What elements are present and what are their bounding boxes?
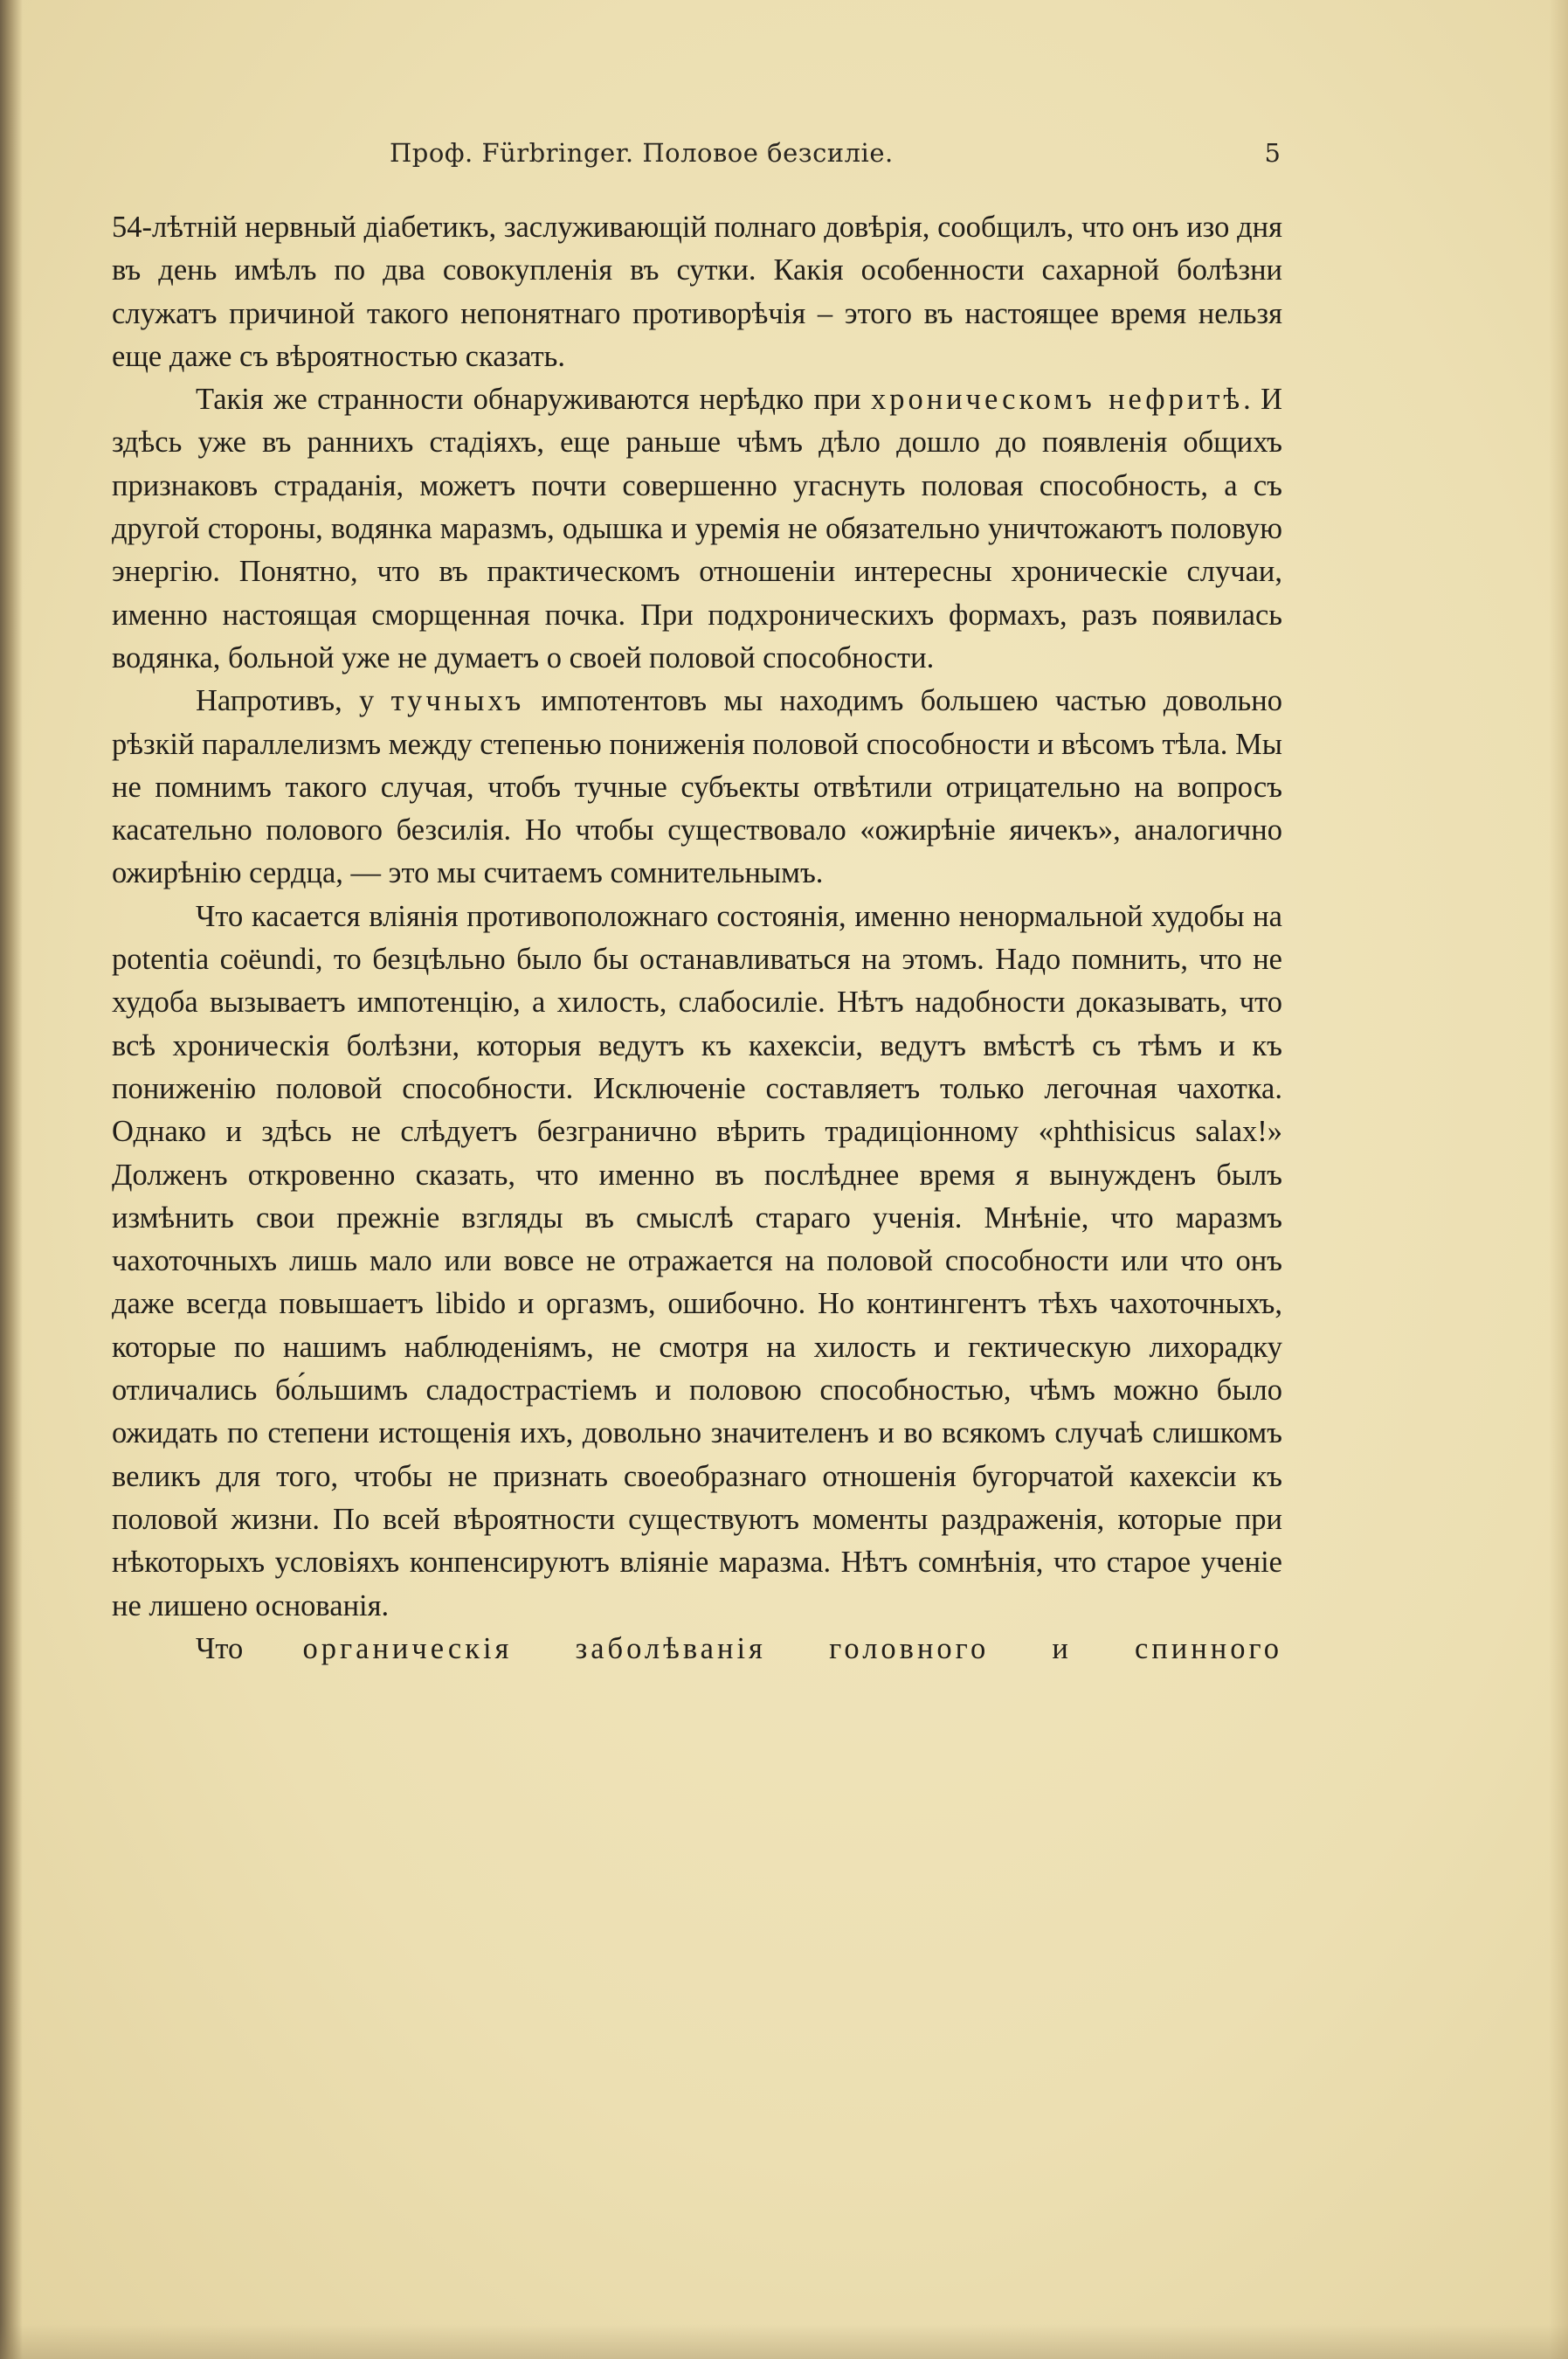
paragraph-5 xyxy=(112,1628,1282,1671)
running-head: Проф. Fürbringer. Половое безсиліе. xyxy=(390,138,894,168)
paragraph-3-text-before: Напротивъ, у xyxy=(196,684,391,718)
paragraph-1 xyxy=(112,206,1282,378)
paragraph-5-text-before: Что xyxy=(196,1631,303,1665)
paragraph-2 xyxy=(112,378,1282,680)
spine-shadow xyxy=(0,0,23,2359)
paragraph-1-text: 54-лѣтній нервный діабетикъ, заслуживающій полнаго довѣрія, сообщилъ, что онъ изо дня въ день имѣлъ по два совокупленія въ сутки. Какія особенности сахарной болѣзни служатъ причиной такого непонятнаго противорѣчія – этого въ настоящее время нельзя еще даже съ вѣроятностью сказать. xyxy=(112,211,1282,373)
paragraph-2-text-after: . И здѣсь уже въ раннихъ стадіяхъ, еще раньше чѣмъ дѣло дошло до появленія общихъ признаковъ страданія, можетъ почти совершенно угаснуть половая способность, а съ другой стороны, водянка маразмъ, одышка и уремія не обязательно уничтожаютъ половую энергію. Понятно, что въ практическомъ отношеніи интересны хроническіе случаи, именно настоящая сморщенная почка. При подхроническихъ формахъ, разъ появилась водянка, больной уже не думаетъ о своей половой способности. xyxy=(112,383,1283,674)
paragraph-5-emphasis: органическія заболѣванія головного и спинного xyxy=(302,1631,1282,1665)
paragraph-4 xyxy=(112,896,1282,1628)
paragraph-4-text: Что касается вліянія противоположнаго состоянія, именно ненормальной худобы на potentia coëundi, то безцѣльно было бы останавливаться на этомъ. Надо помнить, что не худоба вызываетъ импотенцію, а хилость, слабосиліе. Нѣтъ надобности доказывать, что всѣ хроническія болѣзни, которыя ведутъ къ кахексіи, ведутъ вмѣстѣ съ тѣмъ и къ пониженію половой способности. Исключеніе составляетъ только легочная чахотка. Однако и здѣсь не слѣдуетъ безгранично вѣрить традиціонному «phthisicus salax!» Долженъ откровенно сказать, что именно въ послѣднее время я вынужденъ былъ измѣнить свои прежніе взгляды въ смыслѣ стараго ученія. Мнѣніе, что маразмъ чахоточныхъ лишь мало или вовсе не отражается на половой способности или что онъ даже всегда повышаетъ libido и оргазмъ, ошибочно. Но контингентъ тѣхъ чахоточныхъ, которые по нашимъ наблюденіямъ, не смотря на хилость и гектическую лихорадку отличались бо́льшимъ сладострастіемъ и половою способностью, чѣмъ можно было ожидать по степени истощенія ихъ, довольно значителенъ и во всякомъ случаѣ слишкомъ великъ для того, чтобы не признать своеобразнаго отношенія бугорчатой кахексіи къ половой жизни. По всей вѣроятности существуютъ моменты раздраженія, которые при нѣкоторыхъ условіяхъ конпенсируютъ вліяніе маразма. Нѣтъ сомнѣнія, что старое ученіе не лишено основанія. xyxy=(112,899,1282,1622)
paragraph-2-text-before: Такія же странности обнаруживаются нерѣдко при xyxy=(196,383,871,417)
body-text xyxy=(112,206,1282,1671)
page-header xyxy=(390,138,1281,173)
paragraph-3 xyxy=(112,680,1282,895)
paragraph-2-emphasis: хроническомъ нефритѣ xyxy=(870,383,1244,417)
paragraph-3-emphasis: тучныхъ xyxy=(390,684,525,718)
page-edge xyxy=(1549,0,1568,2359)
page-number: 5 xyxy=(1264,138,1281,168)
bottom-shadow xyxy=(0,2324,1568,2359)
paragraph-3-text-after: импотентовъ мы находимъ большею частью довольно рѣзкій параллелизмъ между степенью пониженія половой способности и вѣсомъ тѣла. Мы не помнимъ такого случая, чтобъ тучные субъекты отвѣтили отрицательно на вопросъ касательно полового безсилія. Но чтобы существовало «ожирѣніе яичекъ», аналогично ожирѣнію сердца, — это мы считаемъ сомнительнымъ. xyxy=(112,684,1283,890)
